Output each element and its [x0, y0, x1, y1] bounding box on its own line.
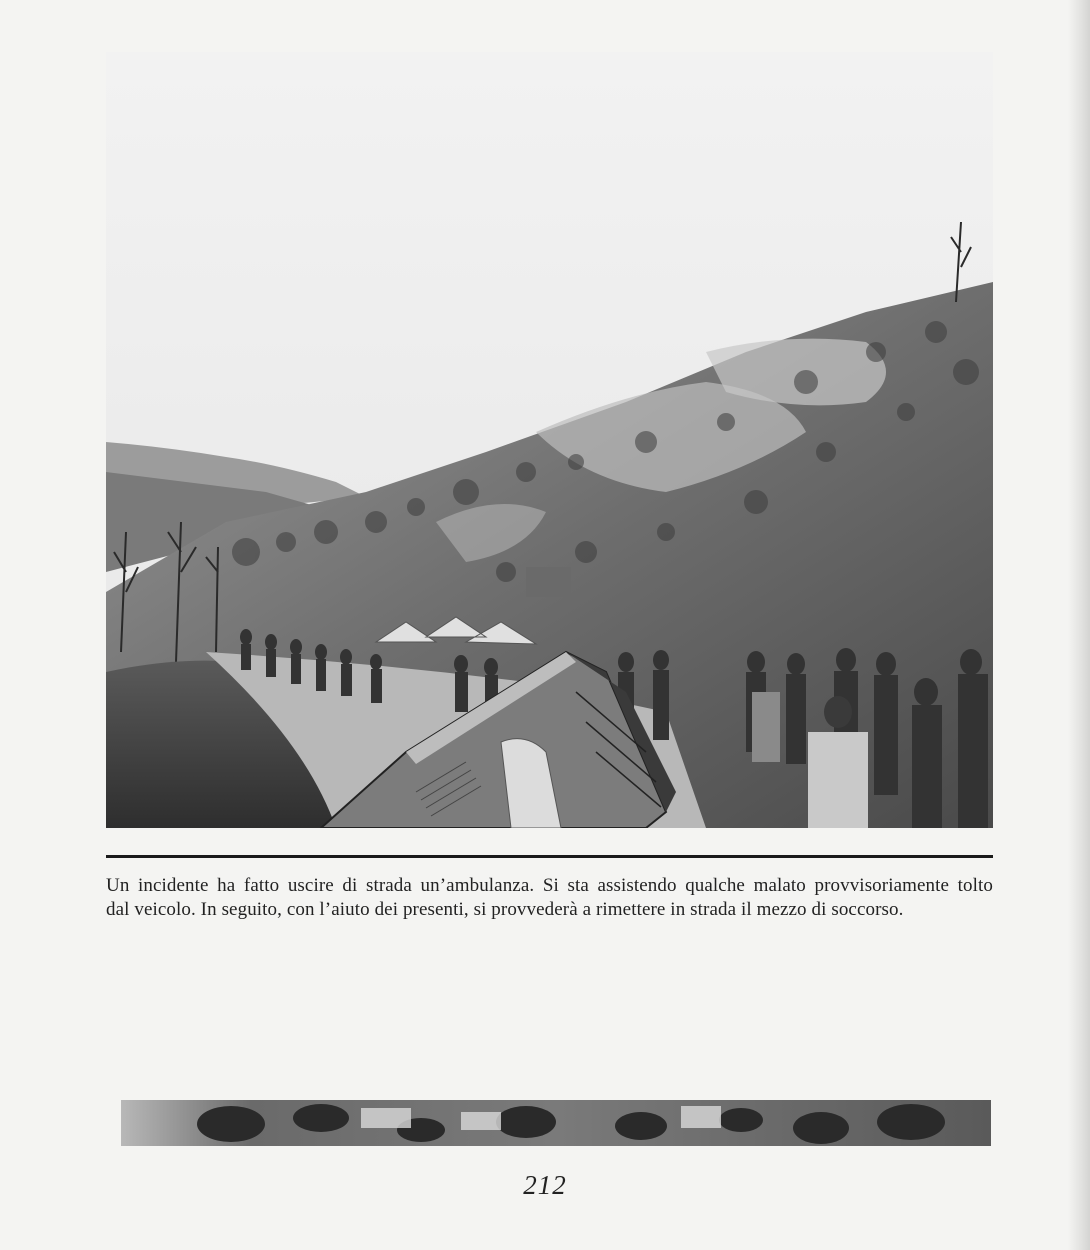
caption-line-2: dal veicolo. In seguito, con l’aiuto dei presenti, si provvederà a rimettere in strada il mezzo di soccorso. [106, 899, 904, 920]
page-number: 212 [523, 1170, 567, 1200]
helmets-strip-image [121, 1100, 991, 1146]
photograph-image [106, 52, 993, 828]
caption-divider-rule [106, 855, 993, 858]
caption-line-1: Un incidente ha fatto uscire di strada un’ambulanza. Si sta assistendo qualche malato provvisoriamente tolto [106, 875, 993, 896]
page-edge-shadow [1068, 0, 1090, 1250]
photo-caption [106, 874, 993, 922]
decorative-photo-strip [121, 1100, 991, 1146]
main-photograph [106, 52, 993, 828]
